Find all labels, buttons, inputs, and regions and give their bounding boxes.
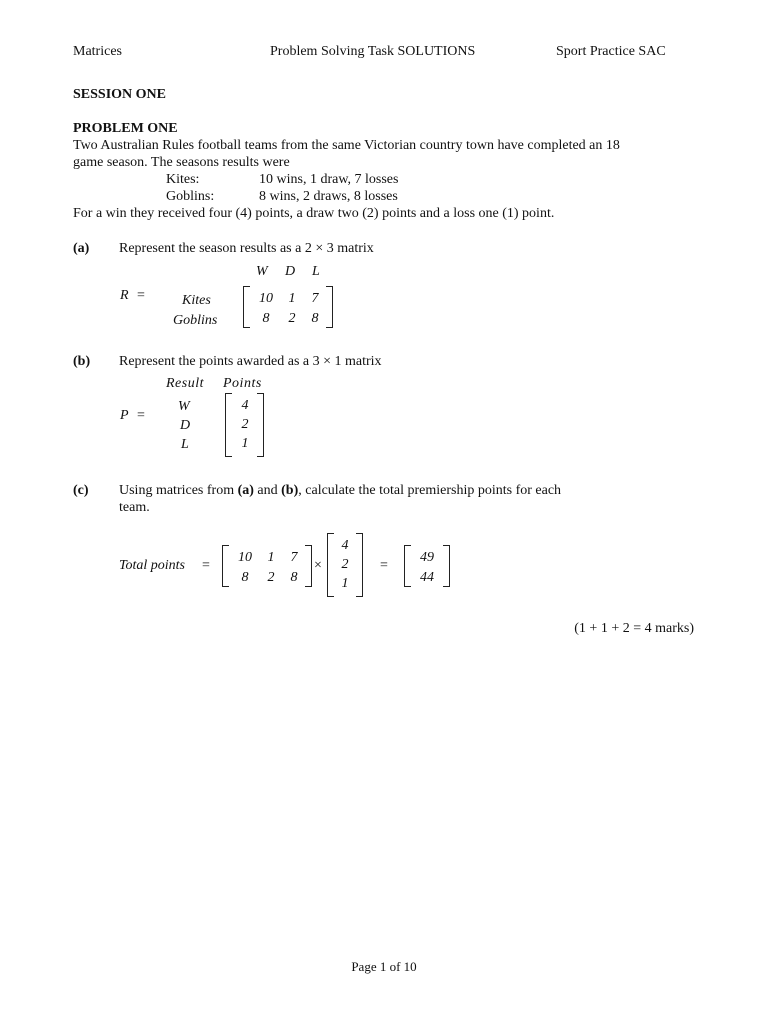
matrix-cell: 8: [290, 570, 298, 585]
var-p: P: [120, 408, 129, 423]
matrix-cell: 49: [420, 550, 434, 565]
problem-intro-line2: game season. The seasons results were: [73, 155, 290, 170]
matrix-cell: 2: [288, 311, 296, 326]
part-a-text: Represent the season results as a 2 × 3 matrix: [119, 241, 374, 256]
equals-sign: =: [380, 558, 388, 573]
matrix-cell: 8: [241, 570, 249, 585]
part-b-text: Represent the points awarded as a 3 × 1 matrix: [119, 354, 382, 369]
matrix-cell: 8: [262, 311, 270, 326]
points-matrix-c: [327, 533, 363, 597]
left-bracket: [243, 286, 250, 328]
part-c-text-line2: team.: [119, 500, 150, 515]
matrix-cell: 10: [259, 291, 273, 306]
right-bracket: [326, 286, 333, 328]
team-name: Goblins:: [166, 189, 215, 204]
row-label-w: W: [178, 399, 190, 414]
header-right: Sport Practice SAC: [556, 44, 666, 59]
part-c-text: Using matrices from (a) and (b), calculate the total premiership points for each: [119, 483, 562, 498]
page-number: Page 1 of 10: [351, 959, 417, 974]
matrix-cell: 2: [267, 570, 275, 585]
matrix-cell: 8: [311, 311, 319, 326]
marks-note: (1 + 1 + 2 = 4 marks): [574, 621, 694, 636]
left-bracket: [225, 393, 232, 457]
col-header-d: D: [285, 264, 296, 279]
left-bracket: [404, 545, 411, 587]
team-result: 10 wins, 1 draw, 7 losses: [259, 172, 399, 187]
matrix-cell: 2: [341, 557, 349, 572]
matrix-cell: 7: [311, 291, 319, 306]
total-points-label: Total points: [119, 558, 186, 573]
col-header-l: L: [312, 264, 320, 279]
problem-intro-line1: Two Australian Rules football teams from the same Victorian country town have completed an 18: [73, 138, 620, 153]
points-rule: For a win they received four (4) points, a draw two (2) points and a loss one (1) point.: [73, 206, 555, 221]
total-points-matrix: [404, 545, 450, 587]
team-name: Kites:: [166, 172, 200, 187]
results-matrix-c: [222, 545, 312, 587]
matrix-cell: 44: [420, 570, 434, 585]
row-label-kites: Kites: [182, 293, 211, 308]
matrix-cell: 4: [341, 538, 349, 553]
matrix-cell: 1: [241, 436, 249, 451]
equals-sign: =: [202, 558, 210, 573]
part-c-label: (c): [73, 483, 89, 498]
var-r: R: [120, 288, 129, 303]
matrix-cell: 1: [288, 291, 296, 306]
head-result: Result: [166, 376, 204, 391]
right-bracket: [305, 545, 312, 587]
matrix-cell: 1: [267, 550, 275, 565]
results-matrix: [243, 286, 333, 328]
times-sign: ×: [314, 558, 322, 573]
points-matrix: [225, 393, 264, 457]
equals-sign: =: [137, 288, 145, 303]
session-title: SESSION ONE: [73, 87, 166, 102]
left-bracket: [327, 533, 334, 597]
matrix-cell: 10: [238, 550, 252, 565]
row-label-l: L: [181, 437, 189, 452]
part-a-label: (a): [73, 241, 90, 256]
part-b-label: (b): [73, 354, 91, 369]
matrix-cell: 7: [290, 550, 298, 565]
head-points: Points: [223, 376, 262, 391]
matrix-cell: 1: [341, 576, 349, 591]
right-bracket: [356, 533, 363, 597]
right-bracket: [257, 393, 264, 457]
matrix-cell: 2: [241, 417, 249, 432]
row-label-goblins: Goblins: [173, 313, 218, 328]
col-header-w: W: [256, 264, 268, 279]
row-label-d: D: [180, 418, 191, 433]
equals-sign: =: [137, 408, 145, 423]
header-center: Problem Solving Task SOLUTIONS: [270, 44, 476, 59]
left-bracket: [222, 545, 229, 587]
team-result: 8 wins, 2 draws, 8 losses: [259, 189, 398, 204]
matrix-cell: 4: [241, 398, 249, 413]
problem-title: PROBLEM ONE: [73, 121, 178, 136]
right-bracket: [443, 545, 450, 587]
header-left: Matrices: [73, 44, 122, 59]
